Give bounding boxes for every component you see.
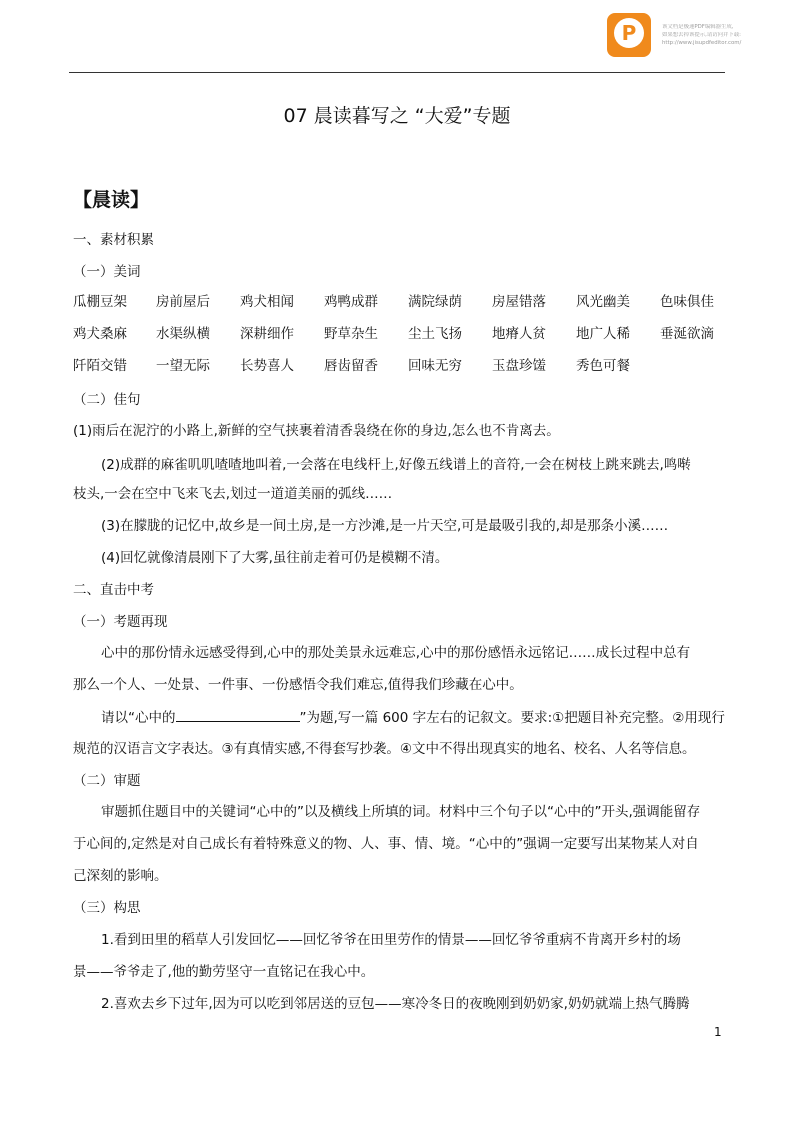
prompt-after-blank: ”为题,写一篇 600 字左右的记叙文。要求:①把题目补充完整。②用现行 [299,710,725,726]
logo-circle [614,18,644,48]
word-item: 长势喜人 [240,358,294,374]
word-item: 一望无际 [156,358,210,374]
word-item: 垂涎欲滴 [660,326,714,342]
watermark-line-1: 该文档是极速PDF编辑器生成, [662,24,734,30]
word-item: 房前屋后 [156,294,210,310]
analysis-para-a: 审题抓住题目中的关键词“心中的”以及横线上所填的词。材料中三个句子以“心中的”开头,强调能留存 [101,804,701,820]
word-item: 色味俱佳 [660,294,714,310]
sentence-2b: 枝头,一会在空中飞来飞去,划过一道道美丽的弧线…… [73,486,393,502]
logo-letter: P [621,21,637,45]
word-item: 鸡鸭成群 [324,294,378,310]
sentence-2a: (2)成群的麻雀叽叽喳喳地叫着,一会落在电线杆上,好像五线谱上的音符,一会在树枝上跳来跳去,鸣啭 [101,457,691,473]
word-item: 深耕细作 [240,326,294,342]
word-item: 地广人稀 [576,326,630,342]
word-item: 阡陌交错 [73,358,127,374]
sentence-3: (3)在朦胧的记忆中,故乡是一间土房,是一方沙滩,是一片天空,可是最吸引我的,却是那条小溪…… [101,518,669,534]
word-item: 瓜棚豆架 [73,294,127,310]
sentence-4: (4)回忆就像清晨刚下了大雾,虽往前走着可仍是模糊不清。 [101,550,449,566]
word-item: 尘土飞扬 [408,326,462,342]
fill-blank [176,708,300,722]
exam-para-1a: 心中的那份情永远感受得到,心中的那处美景永远难忘,心中的那份感悟永远铭记……成长过程中总有 [101,645,691,661]
exam-para-1b: 那么一个人、一处景、一件事、一份感悟令我们难忘,值得我们珍藏在心中。 [73,677,523,693]
word-item: 满院绿荫 [408,294,462,310]
exam-para-2a [101,708,725,728]
word-item: 玉盘珍馐 [492,358,546,374]
word-item: 鸡犬相闻 [240,294,294,310]
page-title: 07 晨读暮写之 “大爱”专题 [283,105,511,127]
page-number: 1 [714,1025,722,1039]
word-item: 野草杂生 [324,326,378,342]
part2-sub1: （一）考题再现 [73,614,168,630]
watermark-line-2: 如果想去掉该提示,请访问并下载: [662,32,741,38]
part1-sub2: （二）佳句 [73,392,141,408]
analysis-para-c: 己深刻的影响。 [73,868,168,884]
part1-heading: 一、素材积累 [73,232,154,248]
word-item: 水渠纵横 [156,326,210,342]
word-item: 秀色可餐 [576,358,630,374]
word-item: 房屋错落 [492,294,546,310]
idea-1b: 景——爷爷走了,他的勤劳坚守一直铭记在我心中。 [73,964,375,980]
word-item: 唇齿留香 [324,358,378,374]
word-item: 地瘠人贫 [492,326,546,342]
idea-2a: 2.喜欢去乡下过年,因为可以吃到邻居送的豆包——寒冷冬日的夜晚刚到奶奶家,奶奶就端上热气腾腾 [101,996,690,1012]
part1-sub1: （一）美词 [73,264,141,280]
word-item: 鸡犬桑麻 [73,326,127,342]
word-item: 回味无穷 [408,358,462,374]
watermark-line-3: http://www.jisupdfeditor.com/ [662,40,742,46]
part2-sub2: （二）审题 [73,773,141,789]
pdf-editor-logo [607,13,651,57]
exam-para-2b: 规范的汉语言文字表达。③有真情实感,不得套写抄袭。④文中不得出现真实的地名、校名、人名等信息。 [73,741,696,757]
idea-1a: 1.看到田里的稻草人引发回忆——回忆爷爷在田里劳作的情景——回忆爷爷重病不肯离开乡村的场 [101,932,681,948]
prompt-before-blank: 请以“心中的 [101,710,176,726]
sentence-1: (1)雨后在泥泞的小路上,新鲜的空气挟裹着清香袅绕在你的身边,怎么也不肯离去。 [73,423,560,439]
word-item: 风光幽美 [576,294,630,310]
part2-sub3: （三）构思 [73,900,141,916]
header-rule [69,72,725,73]
section-title: 【晨读】 [73,189,150,211]
analysis-para-b: 于心间的,定然是对自己成长有着特殊意义的物、人、事、情、境。“心中的”强调一定要写出某物某人对自 [73,836,699,852]
part2-heading: 二、直击中考 [73,582,154,598]
word-grid [73,292,753,382]
